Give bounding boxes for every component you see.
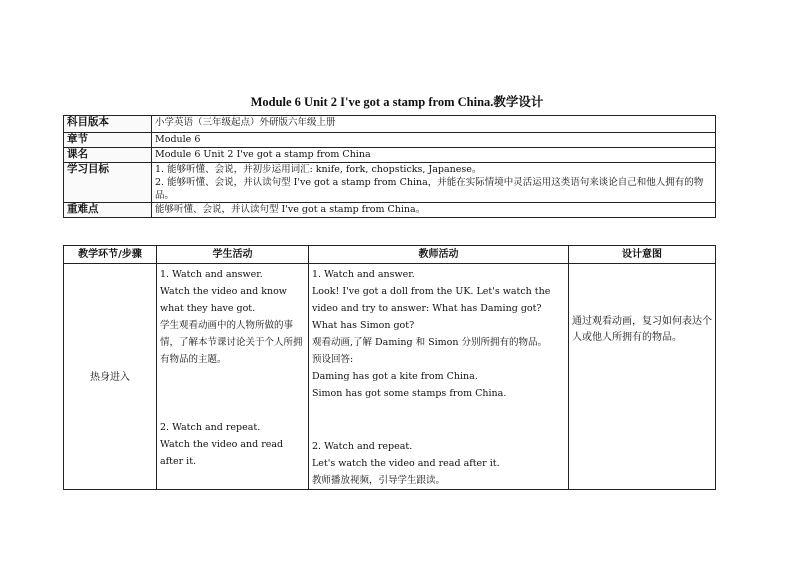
info-row	[64, 203, 716, 218]
design-intent-cell: 通过观看动画，复习如何表达个人或他人所拥有的物品。	[569, 264, 716, 490]
info-label: 学习目标	[64, 163, 152, 203]
info-label: 重难点	[64, 203, 152, 218]
stage-cell: 热身进入	[64, 264, 157, 490]
info-value: 能够听懂、会说，并认读句型 I've got a stamp from China。	[152, 203, 716, 218]
info-row	[64, 116, 716, 133]
teaching-plan-table	[63, 245, 716, 490]
info-value: Module 6 Unit 2 I've got a stamp from China	[152, 148, 716, 163]
info-value	[152, 163, 716, 203]
header-teacher: 教师活动	[309, 246, 569, 264]
teacher-text: Simon has got some stamps from China.	[312, 388, 507, 399]
header-student: 学生活动	[157, 246, 309, 264]
student-step-2-title: 2. Watch and repeat.	[160, 422, 261, 433]
info-row	[64, 148, 716, 163]
teacher-text: 教师播放视频，引导学生跟读。	[312, 475, 446, 486]
teacher-step-1-title: 1. Watch and answer.	[312, 269, 415, 280]
teacher-text: 预设回答:	[312, 354, 354, 365]
student-step-1-title: 1. Watch and answer.	[160, 269, 263, 280]
student-text: Watch the video and read	[160, 439, 284, 450]
objective-1: 1. 能够听懂、会说，并初步运用词汇: knife, fork, chopsticks, Japanese。	[155, 164, 482, 175]
info-row	[64, 133, 716, 148]
lesson-info-table	[63, 115, 716, 218]
page-title: Module 6 Unit 2 I've got a stamp from China.教学设计	[250, 95, 544, 109]
info-label: 科目版本	[64, 116, 152, 133]
teacher-text: Let's watch the video and read after it.	[312, 458, 500, 469]
student-text: Watch the video and know	[160, 286, 287, 297]
teacher-activity-cell	[309, 264, 569, 490]
student-text: what they have got.	[160, 303, 256, 314]
table-header-row	[64, 246, 716, 264]
info-value: Module 6	[152, 133, 716, 148]
student-text: 学生观看动画中的人物所做的事情，了解本节课讨论关于个人所拥有物品的主题。	[160, 320, 303, 365]
student-text: after it.	[160, 456, 197, 467]
objective-2: 2. 能够听懂、会说，并认读句型 I've got a stamp from China，并能在实际情境中灵活运用这类语句来谈论自己和他人拥有的物品。	[155, 177, 704, 201]
teacher-text: 观看动画,了解 Daming 和 Simon 分别所拥有的物品。	[312, 337, 548, 348]
info-value: 小学英语（三年级起点）外研版六年级上册	[152, 116, 716, 133]
student-activity-cell	[157, 264, 309, 490]
table-row	[64, 264, 716, 490]
info-row	[64, 163, 716, 203]
header-stage: 教学环节/步骤	[64, 246, 157, 264]
info-label: 章节	[64, 133, 152, 148]
teacher-step-2-title: 2. Watch and repeat.	[312, 441, 413, 452]
info-label: 课名	[64, 148, 152, 163]
header-intent: 设计意图	[569, 246, 716, 264]
teacher-text: Daming has got a kite from China.	[312, 371, 478, 382]
teacher-text: Look! I've got a doll from the UK. Let's watch the video and try to answer: What has Daming got? What has Simon got?	[312, 286, 551, 331]
